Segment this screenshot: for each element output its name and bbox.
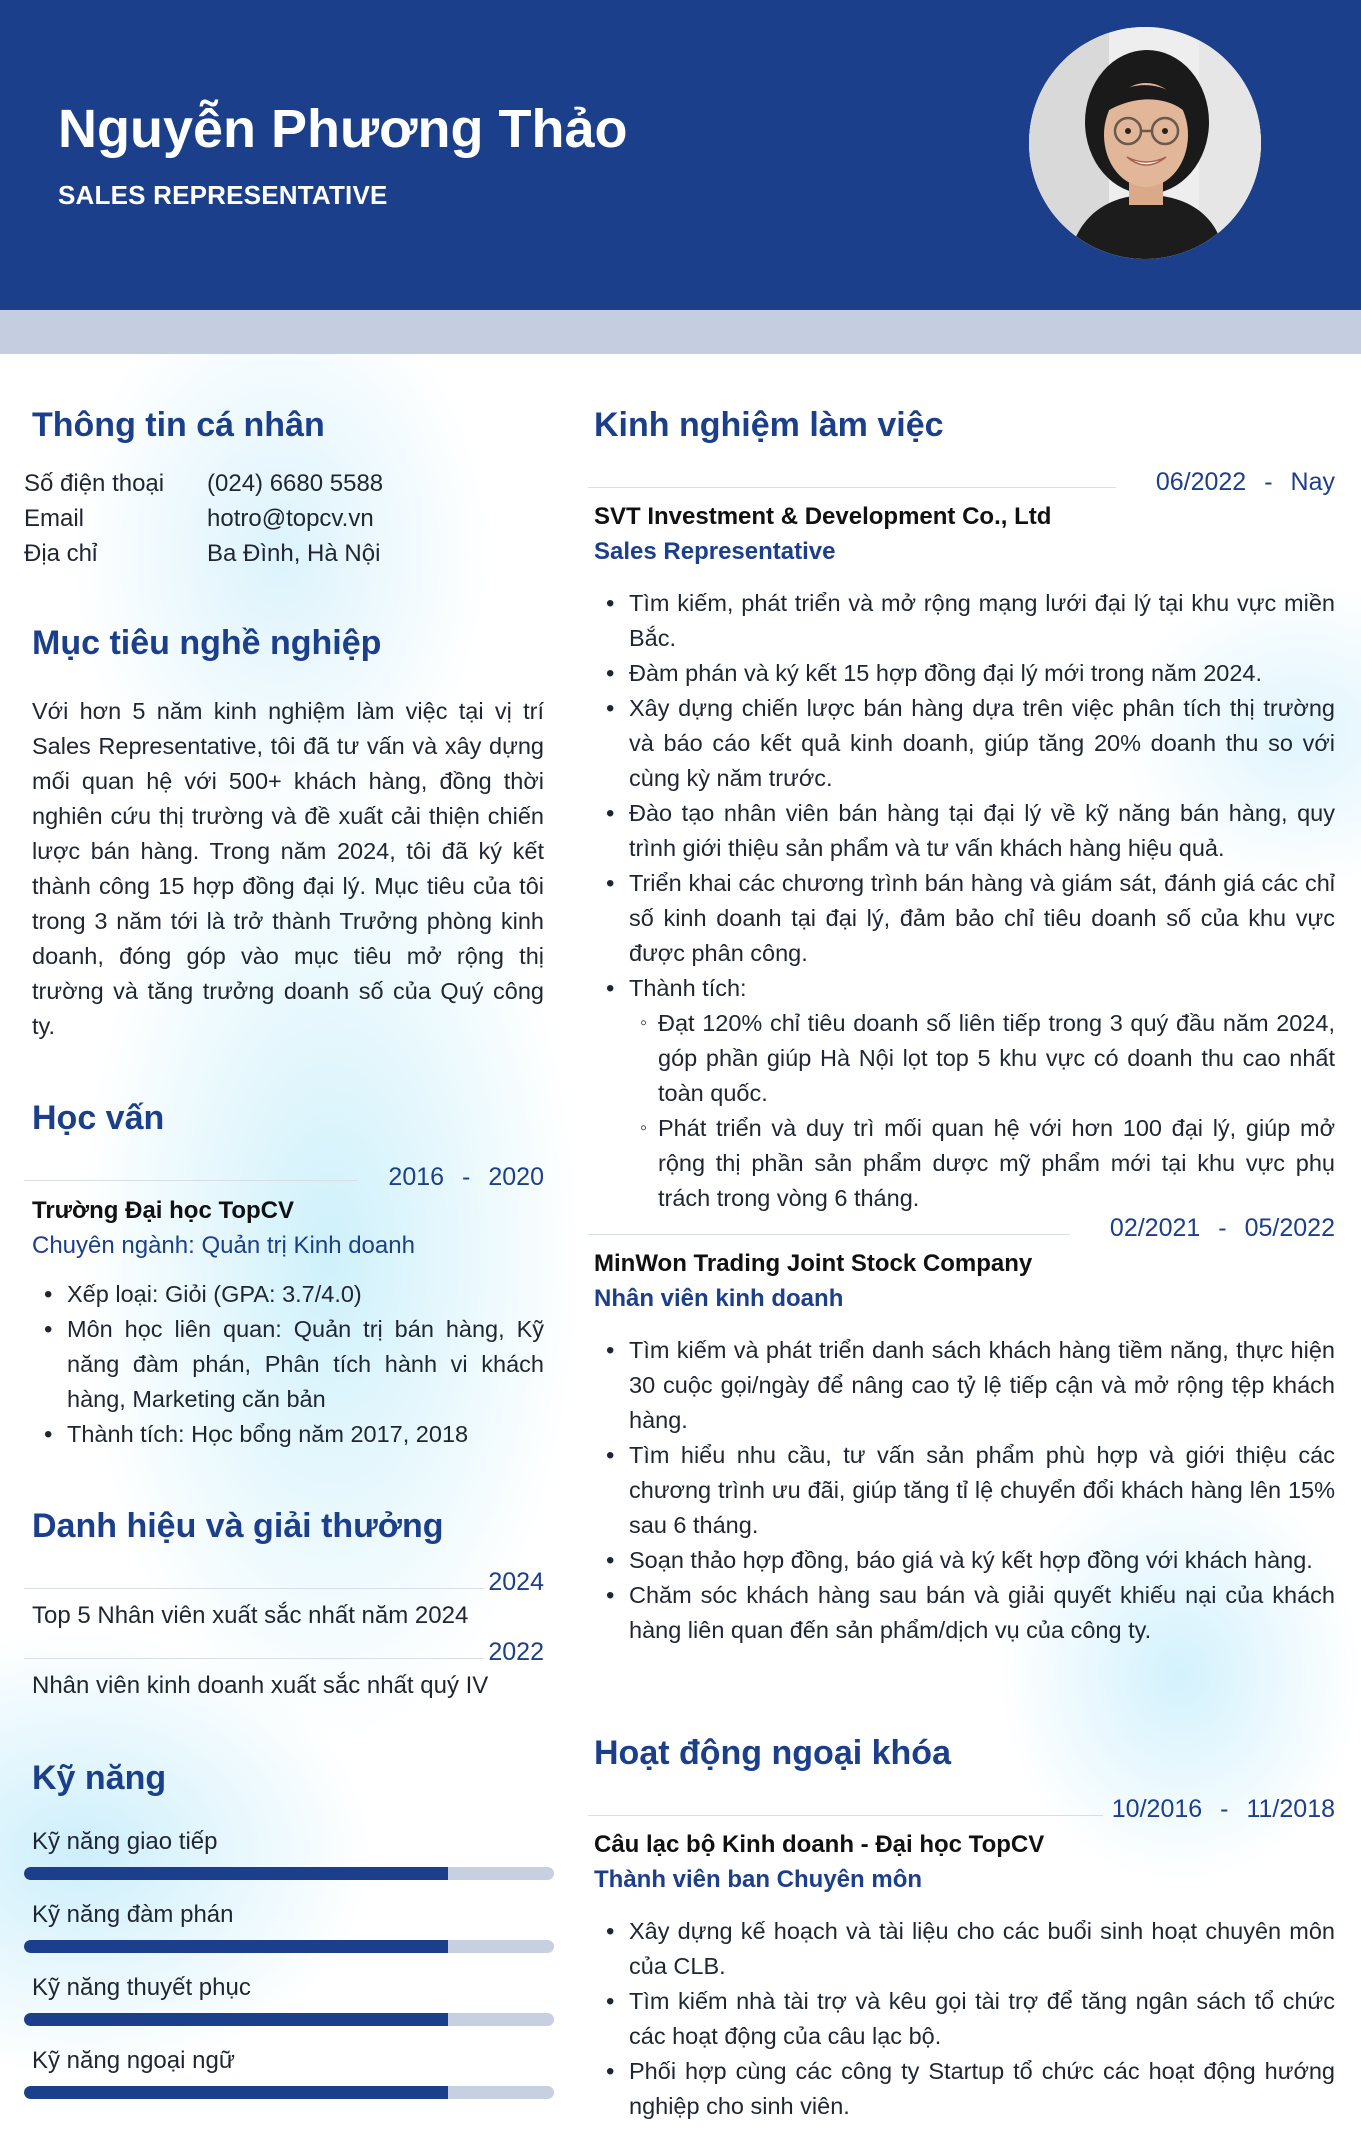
list-item: ◦ Đạt 120% chỉ tiêu doanh số liên tiếp trong 3 quý đầu năm 2024, góp phần giúp Hà Nội lọt top 5 khu vực có doanh thu cao nhất toàn quốc. bbox=[594, 1006, 1335, 1111]
job-rule bbox=[588, 1234, 1070, 1235]
list-item: • Tìm kiếm nhà tài trợ và kêu gọi tài trợ để tăng ngân sách tổ chức các hoạt động của câu lạc bộ. bbox=[594, 1984, 1335, 2054]
award-rule bbox=[24, 1588, 484, 1589]
candidate-name: Nguyễn Phương Thảo bbox=[58, 99, 628, 159]
skill-name: Kỹ năng đàm phán bbox=[32, 1901, 234, 1928]
header-accent-band bbox=[0, 310, 1361, 354]
school-major: Chuyên ngành: Quản trị Kinh doanh bbox=[32, 1232, 415, 1259]
job-duties-list bbox=[594, 586, 1335, 1006]
award-name: Nhân viên kinh doanh xuất sắc nhất quý IV bbox=[32, 1672, 489, 1699]
job-dates: 02/2021 - 05/2022 bbox=[1109, 1214, 1335, 1242]
experience-heading: Kinh nghiệm làm việc bbox=[594, 406, 944, 444]
email-label: Email bbox=[24, 505, 85, 532]
achievement-list bbox=[594, 1006, 1335, 1216]
activity-role: Thành viên ban Chuyên môn bbox=[594, 1866, 923, 1893]
list-item: • Đàm phán và ký kết 15 hợp đồng đại lý mới trong năm 2024. bbox=[594, 656, 1335, 691]
list-item: • Tìm hiểu nhu cầu, tư vấn sản phẩm phù hợp và giới thiệu các chương trình ưu đãi, giúp tăng tỉ lệ chuyển đổi khách hàng lên 15% sau 6 tháng. bbox=[594, 1438, 1335, 1543]
education-end: 2020 bbox=[488, 1163, 544, 1191]
personal-info-heading: Thông tin cá nhân bbox=[32, 406, 325, 444]
job-role: Nhân viên kinh doanh bbox=[594, 1285, 844, 1312]
activity-dates: 10/2016 - 11/2018 bbox=[1111, 1795, 1335, 1823]
activity-start: 10/2016 bbox=[1111, 1795, 1203, 1823]
email-value: hotro@topcv.vn bbox=[207, 505, 374, 532]
education-dates: 2016 - 2020 bbox=[388, 1163, 544, 1191]
list-item: ◦ Phát triển và duy trì mối quan hệ với hơn 100 đại lý, giúp mở rộng thị phần sản phẩm dược mỹ phẩm mới tại khu vực phụ trách trong vòng 6 tháng. bbox=[594, 1111, 1335, 1216]
list-item: • Chăm sóc khách hàng sau bán và giải quyết khiếu nại của khách hàng liên quan đến sản phẩm/dịch vụ của công ty. bbox=[594, 1578, 1335, 1648]
award-name: Top 5 Nhân viên xuất sắc nhất năm 2024 bbox=[32, 1602, 469, 1629]
skill-fill bbox=[24, 1867, 448, 1880]
list-item: • Xây dựng kế hoạch và tài liệu cho các buổi sinh hoạt chuyên môn của CLB. bbox=[594, 1914, 1335, 1984]
list-item: • Đào tạo nhân viên bán hàng tại đại lý về kỹ năng bán hàng, quy trình giới thiệu sản phẩm và tư vấn khách hàng hiệu quả. bbox=[594, 796, 1335, 866]
company-name: SVT Investment & Development Co., Ltd bbox=[594, 503, 1052, 530]
activities-heading: Hoạt động ngoại khóa bbox=[594, 1734, 951, 1772]
portrait-photo bbox=[1029, 27, 1261, 259]
school-name: Trường Đại học TopCV bbox=[32, 1197, 294, 1224]
skill-bar bbox=[24, 2013, 554, 2026]
skill-bar bbox=[24, 1867, 554, 1880]
list-item: • Soạn thảo hợp đồng, báo giá và ký kết hợp đồng với khách hàng. bbox=[594, 1543, 1335, 1578]
job-role: Sales Representative bbox=[594, 538, 836, 565]
award-year: 2022 bbox=[488, 1638, 544, 1666]
objective-heading: Mục tiêu nghề nghiệp bbox=[32, 624, 382, 662]
skill-bar bbox=[24, 2086, 554, 2099]
list-item: • Xây dựng chiến lược bán hàng dựa trên việc phân tích thị trường và báo cáo kết quả kinh doanh, giúp tăng 20% doanh thu so với cùng kỳ năm trước. bbox=[594, 691, 1335, 796]
skill-fill bbox=[24, 2086, 448, 2099]
education-start: 2016 bbox=[388, 1163, 445, 1191]
skill-name: Kỹ năng giao tiếp bbox=[32, 1828, 218, 1855]
activity-list bbox=[594, 1914, 1335, 2124]
education-list bbox=[32, 1277, 544, 1452]
phone-value: (024) 6680 5588 bbox=[207, 470, 384, 497]
activity-org: Câu lạc bộ Kinh doanh - Đại học TopCV bbox=[594, 1831, 1045, 1858]
list-item: • Tìm kiếm, phát triển và mở rộng mạng lưới đại lý tại khu vực miền Bắc. bbox=[594, 586, 1335, 656]
education-heading: Học vấn bbox=[32, 1099, 165, 1137]
job-duties-list bbox=[594, 1333, 1335, 1648]
job-dates: 06/2022 - Nay bbox=[1155, 468, 1335, 496]
list-item: • Thành tích: bbox=[594, 971, 1335, 1006]
awards-heading: Danh hiệu và giải thưởng bbox=[32, 1507, 444, 1545]
job-start: 02/2021 bbox=[1109, 1214, 1201, 1242]
skills-heading: Kỹ năng bbox=[32, 1759, 167, 1797]
address-label: Địa chỉ bbox=[24, 540, 98, 567]
phone-label: Số điện thoại bbox=[24, 470, 165, 497]
company-name: MinWon Trading Joint Stock Company bbox=[594, 1250, 1033, 1277]
job-end: 05/2022 bbox=[1244, 1214, 1335, 1242]
objective-text: Với hơn 5 năm kinh nghiệm làm việc tại vị trí Sales Representative, tôi đã tư vấn và xây dựng mối quan hệ với 500+ khách hàng, đồng thời nghiên cứu thị trường và đề xuất cải thiện chiến lược bán hàng. Trong năm 2024, tôi đã ký kết thành công 15 hợp đồng đại lý. Mục tiêu của tôi trong 3 năm tới là trở thành Trưởng phòng kinh doanh, đóng góp vào mục tiêu mở rộng thị trường và tăng trưởng doanh số của Quý công ty. bbox=[32, 698, 544, 1039]
job-start: 06/2022 bbox=[1155, 468, 1247, 496]
resume-body bbox=[0, 354, 1361, 2147]
address-value: Ba Đình, Hà Nội bbox=[207, 540, 381, 567]
award-rule bbox=[24, 1658, 484, 1659]
job-end: Nay bbox=[1290, 468, 1335, 496]
activity-end: 11/2018 bbox=[1246, 1795, 1335, 1823]
avatar bbox=[1029, 27, 1261, 259]
skill-fill bbox=[24, 1940, 448, 1953]
candidate-title: SALES REPRESENTATIVE bbox=[58, 180, 388, 210]
list-item: • Tìm kiếm và phát triển danh sách khách hàng tiềm năng, thực hiện 30 cuộc gọi/ngày để nâng cao tỷ lệ tiếp cận và mở rộng tệp khách hàng. bbox=[594, 1333, 1335, 1438]
award-year: 2024 bbox=[488, 1568, 544, 1596]
list-item: • Xếp loại: Giỏi (GPA: 3.7/4.0) bbox=[32, 1277, 544, 1312]
list-item: • Môn học liên quan: Quản trị bán hàng, Kỹ năng đàm phán, Phân tích hành vi khách hàng, Marketing căn bản bbox=[32, 1312, 544, 1417]
list-item: • Thành tích: Học bổng năm 2017, 2018 bbox=[32, 1417, 544, 1452]
education-rule bbox=[24, 1180, 358, 1181]
list-item: • Phối hợp cùng các công ty Startup tổ chức các hoạt động hướng nghiệp cho sinh viên. bbox=[594, 2054, 1335, 2124]
skill-name: Kỹ năng thuyết phục bbox=[32, 1974, 251, 2001]
activity-rule bbox=[588, 1815, 1103, 1816]
list-item: • Triển khai các chương trình bán hàng và giám sát, đánh giá các chỉ số kinh doanh tại đại lý, đảm bảo chỉ tiêu doanh số của khu vực được phân công. bbox=[594, 866, 1335, 971]
skill-fill bbox=[24, 2013, 448, 2026]
skill-bar bbox=[24, 1940, 554, 1953]
skill-name: Kỹ năng ngoại ngữ bbox=[32, 2047, 235, 2074]
job-rule bbox=[588, 487, 1116, 488]
